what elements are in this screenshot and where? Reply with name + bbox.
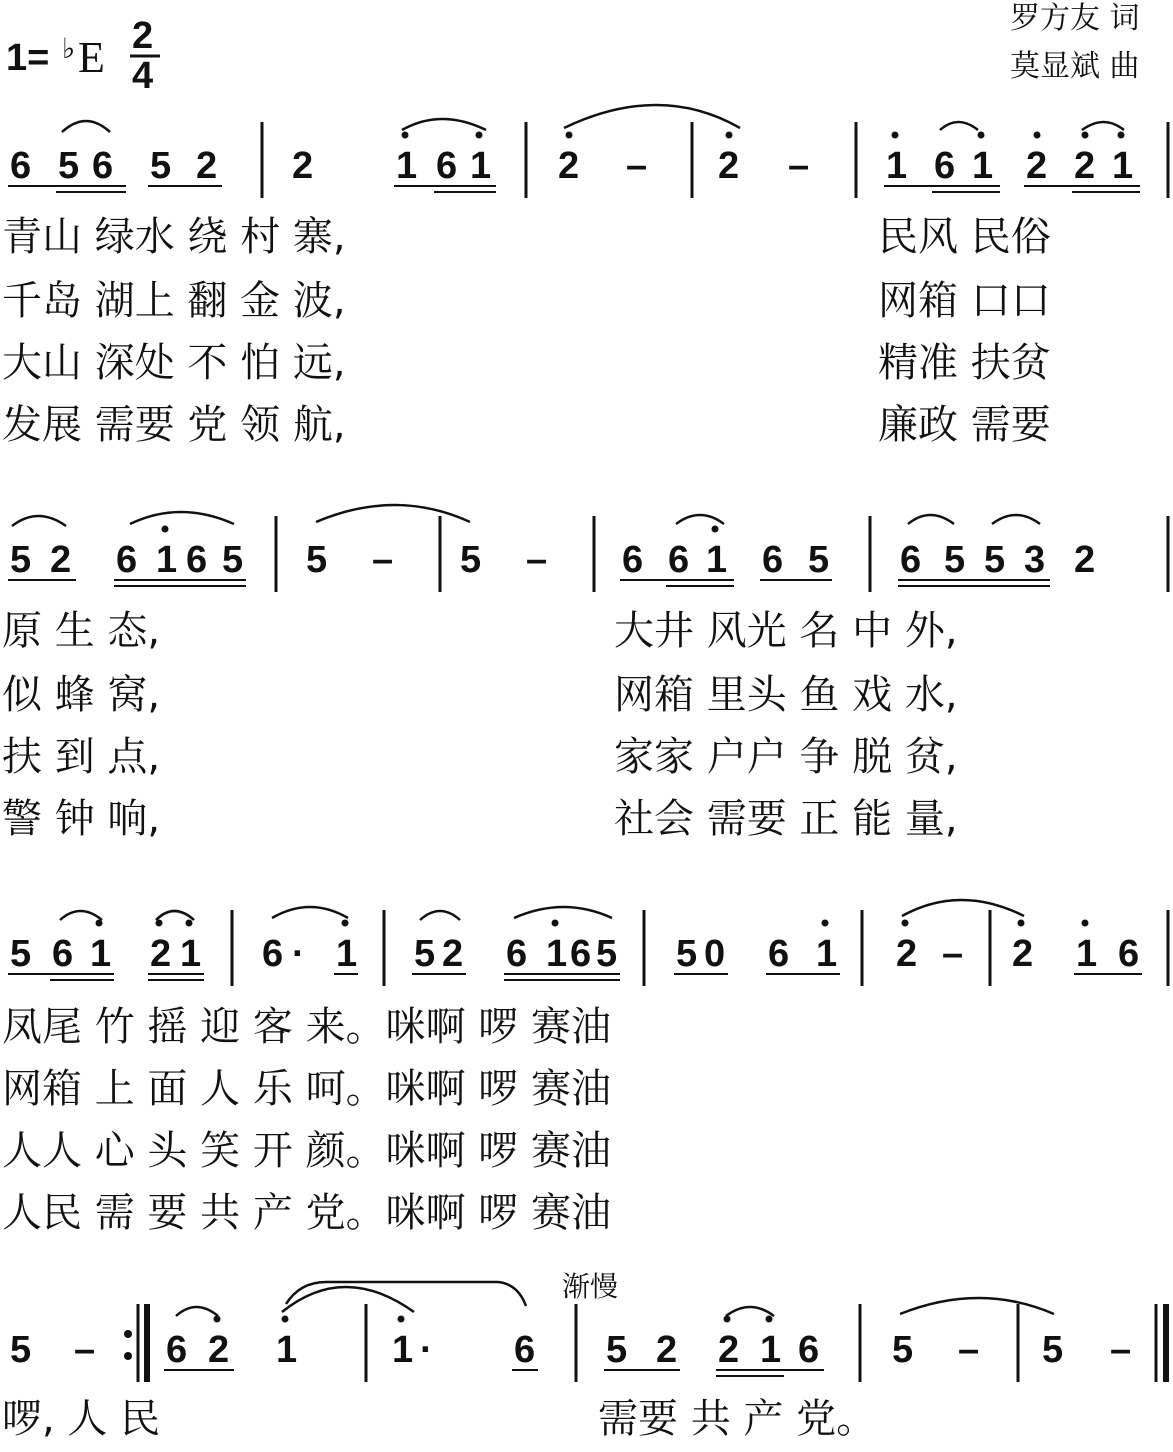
lyric-line: 原 生 态,: [2, 608, 161, 654]
jianpu-note: 5: [306, 539, 328, 581]
jianpu-note: 5: [676, 933, 698, 975]
lyrics-block-4: [2, 1396, 876, 1442]
jianpu-note: 6: [622, 539, 644, 581]
jianpu-note: 6: [798, 1329, 820, 1371]
jianpu-note: 5: [892, 1329, 914, 1371]
lyric-line: 网箱 里头 鱼 戏 水,: [614, 672, 958, 718]
jianpu-note: 2: [656, 1329, 678, 1371]
jianpu-note: –: [74, 1329, 96, 1371]
lyric-line: 大山 深处 不 怕 远,: [2, 340, 346, 386]
jianpu-note: 2: [442, 933, 464, 975]
lyric-line: 家家 户户 争 脱 贫,: [614, 734, 958, 780]
key-signature: [6, 33, 105, 82]
octave-dot: [1018, 920, 1025, 927]
octave-dot: [1118, 132, 1125, 139]
jianpu-note: 2: [718, 145, 740, 187]
lyric-line: 网箱 口口: [878, 278, 1051, 324]
jianpu-note: 6: [186, 539, 208, 581]
slur: [992, 515, 1040, 524]
jianpu-note: 6: [52, 933, 74, 975]
jianpu-note: 5: [414, 933, 436, 975]
tie: [316, 505, 470, 522]
octave-dot: [1082, 132, 1089, 139]
lyric-line: 大井 风光 名 中 外,: [614, 608, 958, 654]
jianpu-note: 5: [808, 539, 830, 581]
lyric-line: 精准 扶贫: [878, 340, 1051, 386]
jianpu-note: 1: [180, 933, 202, 975]
octave-dot: [398, 1316, 405, 1323]
slur: [726, 1307, 774, 1316]
octave-dot: [342, 920, 349, 927]
jianpu-note: 5: [1042, 1329, 1064, 1371]
jianpu-note: 6: [92, 145, 114, 187]
jianpu-note: 5: [984, 539, 1006, 581]
jianpu-note: 5: [150, 145, 172, 187]
slur: [286, 1282, 526, 1306]
jianpu-note: 1: [1112, 145, 1134, 187]
jianpu-note: –: [526, 539, 548, 581]
slur: [908, 515, 954, 524]
jianpu-note: 1: [886, 145, 908, 187]
jianpu-note: 5: [10, 933, 32, 975]
jianpu-note: 6: [570, 933, 592, 975]
jianpu-note: 5: [460, 539, 482, 581]
notes-row-4: [10, 1329, 1131, 1371]
octave-dot: [822, 920, 829, 927]
jianpu-note: 6: [436, 145, 458, 187]
lyric-line: 青山 绿水 绕 村 寨,: [2, 214, 346, 260]
lyric-line: 人民 需 要 共 产 党。咪啊 啰 赛油: [2, 1190, 612, 1236]
jianpu-note: 6: [934, 145, 956, 187]
lyric-line: 似 蜂 窝,: [2, 672, 161, 718]
jianpu-note: 1: [90, 933, 112, 975]
jianpu-note: 3: [1024, 539, 1046, 581]
jianpu-note: 1: [760, 1329, 782, 1371]
lyric-line: 啰, 人 民: [2, 1396, 161, 1442]
jianpu-note: 6: [10, 145, 32, 187]
composer-credit: 莫显斌 曲: [1010, 49, 1140, 84]
jianpu-note: 2: [196, 145, 218, 187]
jianpu-note: 2: [1026, 145, 1048, 187]
jianpu-note: ·: [292, 933, 305, 975]
tempo-marking: 渐慢: [562, 1270, 619, 1303]
slur: [1082, 122, 1124, 130]
octave-dot: [402, 132, 409, 139]
jianpu-note: 2: [50, 539, 72, 581]
lyric-line: 发展 需要 党 领 航,: [2, 402, 346, 448]
jianpu-note: 1: [336, 933, 358, 975]
jianpu-note: 5: [58, 145, 80, 187]
octave-dot: [726, 132, 733, 139]
lyrics-block-3: [2, 1004, 611, 1236]
jianpu-note: 1: [706, 539, 728, 581]
lyric-line: 廉政 需要: [878, 402, 1051, 448]
jianpu-note: 6: [166, 1329, 188, 1371]
slur: [514, 907, 612, 918]
time-signature: [130, 15, 160, 97]
jianpu-note: ·: [420, 1329, 433, 1371]
jianpu-note: 1: [816, 933, 838, 975]
jianpu-note: 5: [10, 1329, 32, 1371]
slur: [156, 911, 194, 920]
svg-text:2: 2: [132, 15, 154, 57]
notes-row-3: [10, 933, 1139, 975]
jianpu-note: 1: [392, 1329, 414, 1371]
octave-dot: [282, 1316, 289, 1323]
lyric-line: 千岛 湖上 翻 金 波,: [2, 278, 346, 324]
lyric-line: 人人 心 头 笑 开 颜。咪啊 啰 赛油: [2, 1128, 612, 1174]
octave-dot: [552, 920, 559, 927]
tie: [564, 105, 740, 128]
octave-dot: [566, 132, 573, 139]
system-2: [2, 505, 1168, 842]
slur: [62, 121, 110, 132]
jianpu-note: 1: [470, 145, 492, 187]
octave-dot: [162, 526, 169, 533]
jianpu-note: 2: [1012, 933, 1034, 975]
jianpu-note: 2: [1074, 145, 1096, 187]
lyric-line: 民风 民俗: [878, 214, 1051, 260]
repeat-dot: [124, 1352, 132, 1360]
lyric-line: 凤尾 竹 摇 迎 客 来。咪啊 啰 赛油: [2, 1004, 612, 1050]
svg-text:4: 4: [132, 55, 154, 97]
jianpu-note: 6: [768, 933, 790, 975]
jianpu-note: 2: [292, 145, 314, 187]
jianpu-note: –: [372, 539, 394, 581]
octave-dot: [978, 132, 985, 139]
jianpu-note: 2: [558, 145, 580, 187]
tie: [902, 900, 1024, 916]
jianpu-note: 6: [506, 933, 528, 975]
jianpu-note: 5: [944, 539, 966, 581]
repeat-dot: [124, 1330, 132, 1338]
slur: [60, 911, 102, 920]
octave-dot: [892, 132, 899, 139]
slur: [176, 1307, 218, 1316]
jianpu-note: 5: [222, 539, 244, 581]
jianpu-note: 1: [972, 145, 994, 187]
octave-dot: [476, 132, 483, 139]
jianpu-note: 6: [116, 539, 138, 581]
slur: [940, 122, 978, 130]
key-letter: E: [78, 33, 105, 82]
lyric-line: 扶 到 点,: [2, 734, 161, 780]
slur: [12, 516, 66, 526]
jianpu-note: 6: [668, 539, 690, 581]
slur: [420, 911, 460, 920]
jianpu-note: 1: [396, 145, 418, 187]
octave-dot: [902, 920, 909, 927]
lyric-line: 需要 共 产 党。: [598, 1396, 877, 1442]
jianpu-note: 6: [762, 539, 784, 581]
jianpu-note: –: [788, 145, 810, 187]
tie: [282, 1287, 414, 1312]
octave-dot: [712, 526, 719, 533]
jianpu-note: 6: [900, 539, 922, 581]
flat-sign: ♭: [62, 34, 76, 65]
jianpu-note: 2: [208, 1329, 230, 1371]
lyricist-credit: 罗方友 词: [1010, 1, 1140, 36]
system-4: [2, 1270, 1166, 1442]
jianpu-note: 5: [596, 933, 618, 975]
jianpu-note: 5: [606, 1329, 628, 1371]
octave-dot: [766, 1316, 773, 1323]
lyric-line: 警 钟 响,: [2, 796, 161, 842]
octave-dot: [186, 920, 193, 927]
jianpu-note: 6: [262, 933, 284, 975]
jianpu-note: –: [626, 145, 648, 187]
jianpu-note: 1: [546, 933, 568, 975]
system-3: [2, 900, 1168, 1236]
jianpu-note: 1: [156, 539, 178, 581]
jianpu-note: 1: [1076, 933, 1098, 975]
jianpu-note: 2: [1074, 539, 1096, 581]
jianpu-note: 0: [704, 933, 726, 975]
slur: [402, 119, 486, 130]
jianpu-note: 5: [10, 539, 32, 581]
jianpu-note: 2: [718, 1329, 740, 1371]
jianpu-note: 6: [514, 1329, 536, 1371]
slur: [272, 907, 348, 918]
notes-row-2: [10, 539, 1095, 581]
slur: [130, 512, 234, 524]
jianpu-note: 1: [276, 1329, 298, 1371]
jianpu-note: –: [958, 1329, 980, 1371]
tie: [900, 1298, 1054, 1314]
lyrics-block-1: [2, 214, 1051, 448]
jianpu-note: –: [942, 933, 964, 975]
svg-text:1=: 1=: [6, 37, 50, 79]
jianpu-note: 2: [150, 933, 172, 975]
lyric-line: 网箱 上 面 人 乐 呵。咪啊 啰 赛油: [2, 1066, 612, 1112]
octave-dot: [1034, 132, 1041, 139]
notes-row-1: [10, 145, 1133, 187]
octave-dot: [1082, 920, 1089, 927]
lyric-line: 社会 需要 正 能 量,: [614, 796, 958, 842]
slur: [676, 515, 724, 524]
jianpu-note: –: [1110, 1329, 1132, 1371]
lyrics-block-2: [2, 608, 958, 842]
jianpu-note: 2: [896, 933, 918, 975]
system-1: [2, 105, 1168, 448]
jianpu-note: 6: [1118, 933, 1140, 975]
